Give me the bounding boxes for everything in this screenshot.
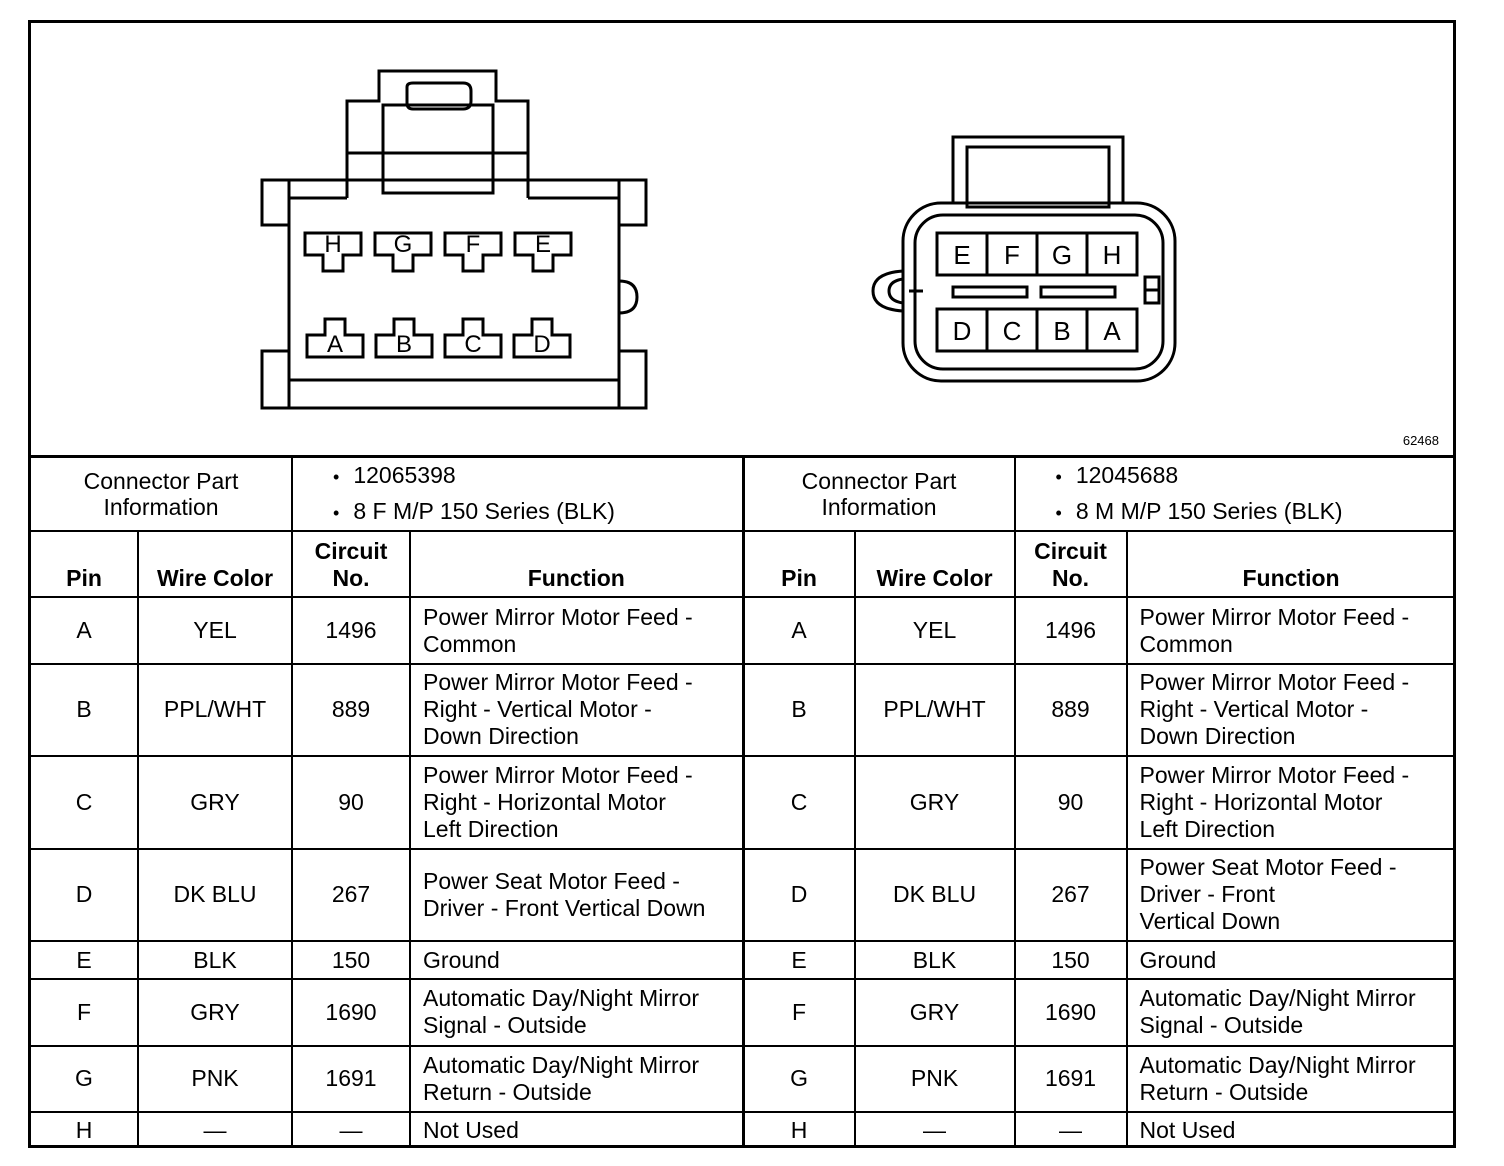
function-cell [1127, 849, 1455, 941]
function-cell [410, 979, 743, 1045]
table-row [31, 597, 743, 663]
pin-label: D [952, 316, 972, 346]
function-cell [1127, 664, 1455, 756]
table-row [31, 941, 743, 979]
function-line: Driver - Front Vertical Down [423, 894, 706, 921]
function-cell [410, 597, 743, 663]
wire-color-cell: YEL [855, 597, 1015, 663]
circuit-cell: 889 [292, 664, 410, 756]
function-line: Common [1139, 630, 1233, 657]
right-connector-face [873, 137, 1175, 381]
function-line: Power Mirror Motor Feed - [1139, 761, 1410, 788]
pin-label: E [534, 231, 552, 258]
wire-color-cell: BLK [855, 941, 1015, 979]
pin-label: H [1102, 240, 1122, 270]
header-wire-color: Wire Color [138, 531, 292, 597]
wire-color-cell: DK BLU [138, 849, 292, 941]
function-line: Signal - Outside [423, 1012, 587, 1039]
part-series: • 8 F M/P 150 Series (BLK) [333, 494, 734, 530]
circuit-cell: 1690 [1015, 979, 1127, 1045]
table-row [745, 597, 1455, 663]
function-line: Ground [423, 946, 500, 973]
table-row [745, 664, 1455, 756]
wire-color-cell: YEL [138, 597, 292, 663]
connector-tables [31, 455, 1453, 1148]
table-row [745, 1046, 1455, 1112]
function-line: Driver - Front [1139, 881, 1275, 908]
diagram-frame [28, 20, 1456, 1148]
circuit-cell: 267 [292, 849, 410, 941]
function-line: Automatic Day/Night Mirror [1139, 1051, 1416, 1078]
part-number: • 12065398 [333, 458, 734, 494]
right-connector-top-pins [953, 233, 1121, 275]
wire-color-cell: PNK [855, 1046, 1015, 1112]
function-cell [410, 664, 743, 756]
pin-label: B [1053, 316, 1071, 346]
pin-label: D [533, 331, 551, 358]
wire-color-cell: BLK [138, 941, 292, 979]
function-line: Down Direction [423, 723, 579, 750]
right-table-body [745, 597, 1455, 1148]
circuit-cell: 150 [292, 941, 410, 979]
part-series: • 8 M M/P 150 Series (BLK) [1056, 494, 1447, 530]
pin-cell: E [31, 941, 138, 979]
pin-cell: D [31, 849, 138, 941]
part-info-values [1015, 458, 1455, 531]
function-line: Power Mirror Motor Feed - [423, 669, 693, 696]
pin-label: C [464, 331, 482, 358]
header-row [745, 531, 1455, 597]
function-line: Right - Horizontal Motor [423, 788, 666, 815]
function-line: Automatic Day/Night Mirror [1139, 985, 1416, 1012]
circuit-cell: 1691 [1015, 1046, 1127, 1112]
function-cell [1127, 979, 1455, 1045]
circuit-cell: 90 [292, 756, 410, 848]
left-table-body [31, 597, 743, 1148]
function-cell [410, 849, 743, 941]
pin-label: H [324, 231, 342, 258]
connector-drawings [31, 23, 1453, 455]
table-row [31, 979, 743, 1045]
pin-cell: H [745, 1112, 855, 1148]
pin-label: B [395, 331, 413, 358]
wire-color-cell: PPL/WHT [855, 664, 1015, 756]
function-line: Power Seat Motor Feed - [1139, 854, 1397, 881]
function-line: Power Mirror Motor Feed - [1139, 669, 1410, 696]
circuit-cell: 1496 [292, 597, 410, 663]
right-connector-bottom-pins [953, 309, 1122, 351]
function-line: Right - Vertical Motor - [1139, 696, 1369, 723]
function-cell [1127, 1046, 1455, 1112]
pin-label: E [953, 240, 971, 270]
function-line: Right - Vertical Motor - [423, 696, 652, 723]
function-cell [1127, 597, 1455, 663]
function-cell [410, 941, 743, 979]
right-connector-table [745, 458, 1455, 1148]
wire-color-cell: GRY [855, 979, 1015, 1045]
pin-cell: H [31, 1112, 138, 1148]
pin-label: F [465, 231, 481, 258]
function-line: Return - Outside [423, 1078, 592, 1105]
figure-id: 62468 [1402, 433, 1439, 448]
function-line: Left Direction [423, 815, 559, 842]
function-cell [410, 1046, 743, 1112]
wire-color-cell: PPL/WHT [138, 664, 292, 756]
pin-cell: G [745, 1046, 855, 1112]
pin-label: G [393, 231, 413, 258]
circuit-cell: — [1015, 1112, 1127, 1148]
part-info-label: Connector Part Information [31, 458, 292, 531]
left-connector-top-pins [305, 231, 571, 271]
pin-cell: E [745, 941, 855, 979]
circuit-cell: 1496 [1015, 597, 1127, 663]
header-function: Function [1127, 531, 1455, 597]
table-row [31, 849, 743, 941]
pin-cell: A [31, 597, 138, 663]
function-line: Not Used [1139, 1116, 1236, 1143]
pin-label: C [1002, 316, 1022, 346]
circuit-cell: 90 [1015, 756, 1127, 848]
function-line: Left Direction [1139, 815, 1276, 842]
pin-cell: D [745, 849, 855, 941]
part-info-label: Connector Part Information [745, 458, 1015, 531]
header-function: Function [410, 531, 743, 597]
circuit-cell: 1690 [292, 979, 410, 1045]
wire-color-cell: GRY [138, 756, 292, 848]
table-row [31, 756, 743, 848]
function-cell [1127, 1112, 1455, 1148]
wire-color-cell: — [855, 1112, 1015, 1148]
circuit-cell: — [292, 1112, 410, 1148]
table-row [31, 1046, 743, 1112]
function-cell [1127, 756, 1455, 848]
circuit-cell: 889 [1015, 664, 1127, 756]
function-line: Return - Outside [1139, 1078, 1309, 1105]
pin-cell: C [745, 756, 855, 848]
header-wire-color: Wire Color [855, 531, 1015, 597]
function-cell [410, 756, 743, 848]
pin-cell: F [31, 979, 138, 1045]
pin-label: A [1103, 316, 1121, 346]
pin-label: F [1004, 240, 1020, 270]
function-cell [410, 1112, 743, 1148]
function-line: Signal - Outside [1139, 1012, 1304, 1039]
wire-color-cell: PNK [138, 1046, 292, 1112]
part-info-row [745, 458, 1455, 531]
function-line: Not Used [423, 1116, 519, 1143]
circuit-cell: 1691 [292, 1046, 410, 1112]
header-circuit: Circuit No. [292, 531, 410, 597]
function-line: Power Seat Motor Feed - [423, 867, 680, 894]
table-row [31, 664, 743, 756]
table-row [745, 849, 1455, 941]
function-line: Right - Horizontal Motor [1139, 788, 1383, 815]
connector-face-views [31, 23, 1453, 455]
part-number: • 12045688 [1056, 458, 1447, 494]
part-info-values [292, 458, 743, 531]
wire-color-cell: GRY [855, 756, 1015, 848]
circuit-cell: 267 [1015, 849, 1127, 941]
table-row [745, 1112, 1455, 1148]
header-row [31, 531, 743, 597]
part-info-row [31, 458, 743, 531]
table-row [745, 941, 1455, 979]
pin-label: G [1051, 240, 1073, 270]
wire-color-cell: GRY [138, 979, 292, 1045]
table-row [31, 1112, 743, 1148]
pin-cell: G [31, 1046, 138, 1112]
function-cell [1127, 941, 1455, 979]
table-row [745, 979, 1455, 1045]
function-line: Automatic Day/Night Mirror [423, 985, 700, 1012]
pin-cell: B [745, 664, 855, 756]
circuit-cell: 150 [1015, 941, 1127, 979]
function-line: Vertical Down [1139, 908, 1281, 935]
pin-cell: A [745, 597, 855, 663]
wire-color-cell: DK BLU [855, 849, 1015, 941]
header-circuit: Circuit No. [1015, 531, 1127, 597]
function-line: Power Mirror Motor Feed - [1139, 603, 1410, 630]
pin-cell: F [745, 979, 855, 1045]
left-connector-table [31, 458, 745, 1148]
function-line: Power Mirror Motor Feed - [423, 603, 693, 630]
function-line: Ground [1139, 946, 1217, 973]
left-connector-bottom-pins [307, 319, 570, 358]
function-line: Down Direction [1139, 723, 1296, 750]
function-line: Automatic Day/Night Mirror [423, 1051, 700, 1078]
function-line: Common [423, 630, 517, 657]
wire-color-cell: — [138, 1112, 292, 1148]
function-line: Power Mirror Motor Feed - [423, 761, 693, 788]
pin-label: A [326, 331, 344, 358]
pin-cell: B [31, 664, 138, 756]
pin-cell: C [31, 756, 138, 848]
header-pin: Pin [31, 531, 138, 597]
header-pin: Pin [745, 531, 855, 597]
table-row [745, 756, 1455, 848]
